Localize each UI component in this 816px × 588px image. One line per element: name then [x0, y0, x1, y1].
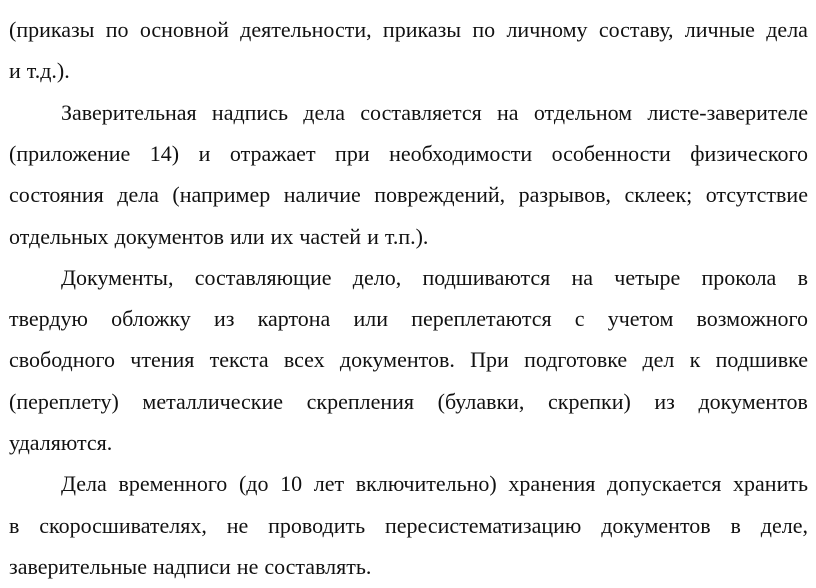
word: с [574, 306, 585, 332]
word: из [213, 306, 235, 332]
word: 10 [280, 471, 303, 497]
word: личному [506, 17, 588, 42]
word: состояния [9, 182, 104, 208]
text-line [9, 9, 808, 51]
word: 14) [149, 140, 180, 166]
word: на [497, 99, 519, 125]
word: т.д.). [26, 58, 70, 84]
word: дела [117, 182, 159, 208]
word: надписи [152, 553, 231, 579]
word: и [367, 223, 379, 249]
text-line [9, 381, 808, 423]
text-line [9, 133, 808, 175]
word: всех [283, 347, 325, 373]
word: скоросшивателях, [39, 512, 207, 538]
word: проводить [268, 512, 366, 538]
word: деле, [760, 512, 808, 538]
word: основной [139, 17, 229, 42]
word: и [198, 140, 211, 166]
word: (приложение [9, 140, 131, 166]
word: (булавки, [437, 388, 525, 414]
word: пересистематизацию [385, 512, 582, 538]
word: включительно) [355, 471, 497, 497]
document-page [9, 0, 808, 579]
text-line [9, 422, 808, 464]
word: металлические [142, 388, 284, 414]
word: хранения [508, 471, 596, 497]
word: временного [118, 471, 228, 497]
word: текста [209, 347, 269, 373]
word: заверительные [9, 553, 147, 579]
word: (например [172, 182, 271, 208]
text-line [9, 546, 808, 588]
text-line [61, 463, 808, 505]
word: частей [299, 223, 362, 249]
word: свободного [9, 347, 116, 373]
word: картона [257, 306, 331, 332]
text-line [9, 298, 808, 340]
word: составу, [598, 17, 674, 42]
word: отсутствие [705, 182, 808, 208]
word: (до [238, 471, 269, 497]
word: не [226, 512, 249, 538]
word: допускается [607, 471, 722, 497]
word: документов [114, 223, 225, 249]
word: дела [766, 17, 808, 42]
word: т.п.). [384, 223, 429, 249]
word: в [797, 264, 808, 290]
word: возможного [696, 306, 808, 332]
word: хранить [733, 471, 808, 497]
word: составлять. [264, 553, 372, 579]
word: повреждений, [374, 182, 506, 208]
word: удаляются. [9, 430, 113, 455]
word: по [105, 17, 129, 42]
word: не [236, 553, 259, 579]
word: или [230, 223, 265, 249]
word: листе-заверителе [647, 99, 808, 125]
word: твердую [9, 306, 88, 332]
word: в [730, 512, 741, 538]
text-line [61, 257, 808, 299]
word: особенности [551, 140, 671, 166]
text-line [9, 505, 808, 547]
word: надпись [211, 99, 288, 125]
word: Заверительная [61, 99, 197, 125]
word: физического [690, 140, 808, 166]
word: или [353, 306, 389, 332]
word: их [270, 223, 294, 249]
text-line [9, 174, 808, 216]
word: скрепления [306, 388, 415, 414]
word: дело, [352, 264, 402, 290]
word: (переплету) [9, 388, 119, 414]
word: подшивке [715, 347, 808, 373]
word: подшиваются [422, 264, 551, 290]
word: При [470, 347, 509, 373]
word: дел [642, 347, 675, 373]
word: необходимости [389, 140, 533, 166]
word: документов [698, 388, 808, 414]
word: составляется [360, 99, 482, 125]
word: к [689, 347, 701, 373]
word: переплетаются [411, 306, 552, 332]
word: документов. [339, 347, 455, 373]
word: отражает [229, 140, 316, 166]
word: обложку [111, 306, 191, 332]
word: при [335, 140, 370, 166]
word: Документы, [61, 264, 174, 290]
text-line [9, 50, 808, 92]
word: составляющие [194, 264, 332, 290]
word: скрепки) [548, 388, 631, 414]
word: деятельности, [240, 17, 372, 42]
word: четыре [614, 264, 681, 290]
word: приказы [382, 17, 462, 42]
word: по [472, 17, 496, 42]
word: подготовке [524, 347, 628, 373]
word: дела [303, 99, 345, 125]
word: (приказы [9, 17, 95, 42]
word: наличие [283, 182, 361, 208]
word: и [9, 58, 21, 84]
word: учетом [607, 306, 674, 332]
word: склеек; [624, 182, 693, 208]
text-line [9, 216, 808, 258]
word: отдельных [9, 223, 109, 249]
word: в [9, 512, 20, 538]
word: документов [601, 512, 711, 538]
word: отдельном [533, 99, 633, 125]
word: чтения [130, 347, 195, 373]
text-line [61, 92, 808, 134]
word: на [571, 264, 594, 290]
word: прокола [701, 264, 777, 290]
word: личные [684, 17, 755, 42]
word: Дела [61, 471, 107, 497]
word: разрывов, [518, 182, 612, 208]
word: из [654, 388, 675, 414]
word: лет [313, 471, 345, 497]
text-line [9, 339, 808, 381]
